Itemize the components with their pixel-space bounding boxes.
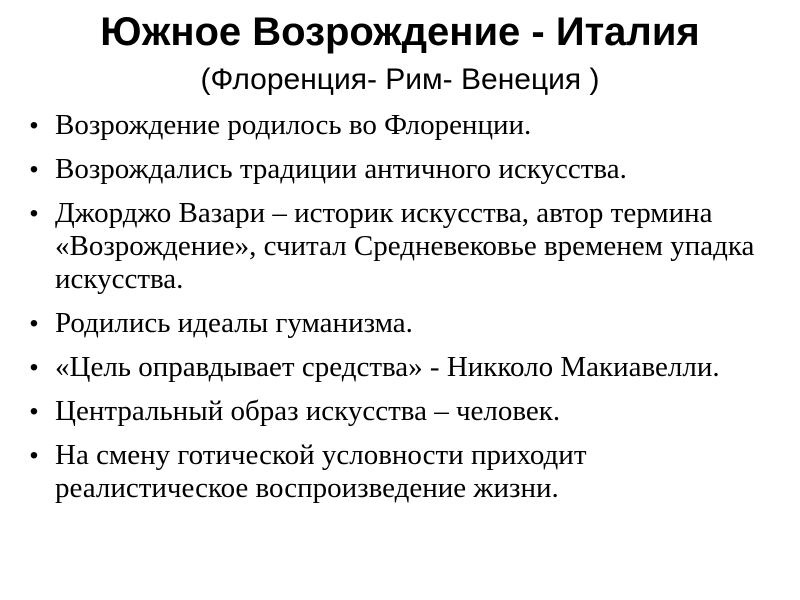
- bullet-text: «Цель оправдывает средства» - Никколо Макиавелли.: [55, 351, 720, 383]
- bullet-text: Джорджо Вазари – историк искусства, автор термина «Возрождение», считал Средневековье временем упадка искусства.: [55, 197, 755, 295]
- bullet-text: Возрождались традиции античного искусства.: [55, 153, 627, 185]
- bullet-dot-icon: •: [29, 354, 39, 381]
- bullet-text: Родились идеалы гуманизма.: [55, 307, 413, 339]
- bullet-list: [24, 109, 764, 516]
- bullet-dot-icon: •: [29, 310, 39, 337]
- bullet-dot-icon: •: [29, 442, 39, 469]
- bullet-item-florence: [24, 109, 764, 142]
- bullet-text: Центральный образ искусства – человек.: [55, 395, 561, 427]
- bullet-dot-icon: •: [29, 156, 39, 183]
- slide-title: Южное Возрождение - Италия: [100, 10, 700, 54]
- bullet-item-humanism: [24, 307, 764, 340]
- bullet-item-realism: [24, 439, 764, 505]
- bullet-item-central-image: [24, 395, 764, 428]
- bullet-item-antique-traditions: [24, 153, 764, 186]
- bullet-item-machiavelli: [24, 351, 764, 384]
- bullet-dot-icon: •: [29, 398, 39, 425]
- bullet-item-vasari: [24, 197, 764, 296]
- slide-subtitle: (Флоренция- Рим- Венеция ): [200, 63, 600, 96]
- bullet-text: Возрождение родилось во Флоренции.: [55, 109, 532, 141]
- bullet-dot-icon: •: [29, 112, 39, 139]
- bullet-text: На смену готической условности приходит реалистическое воспроизведение жизни.: [55, 439, 587, 504]
- bullet-dot-icon: •: [29, 200, 39, 227]
